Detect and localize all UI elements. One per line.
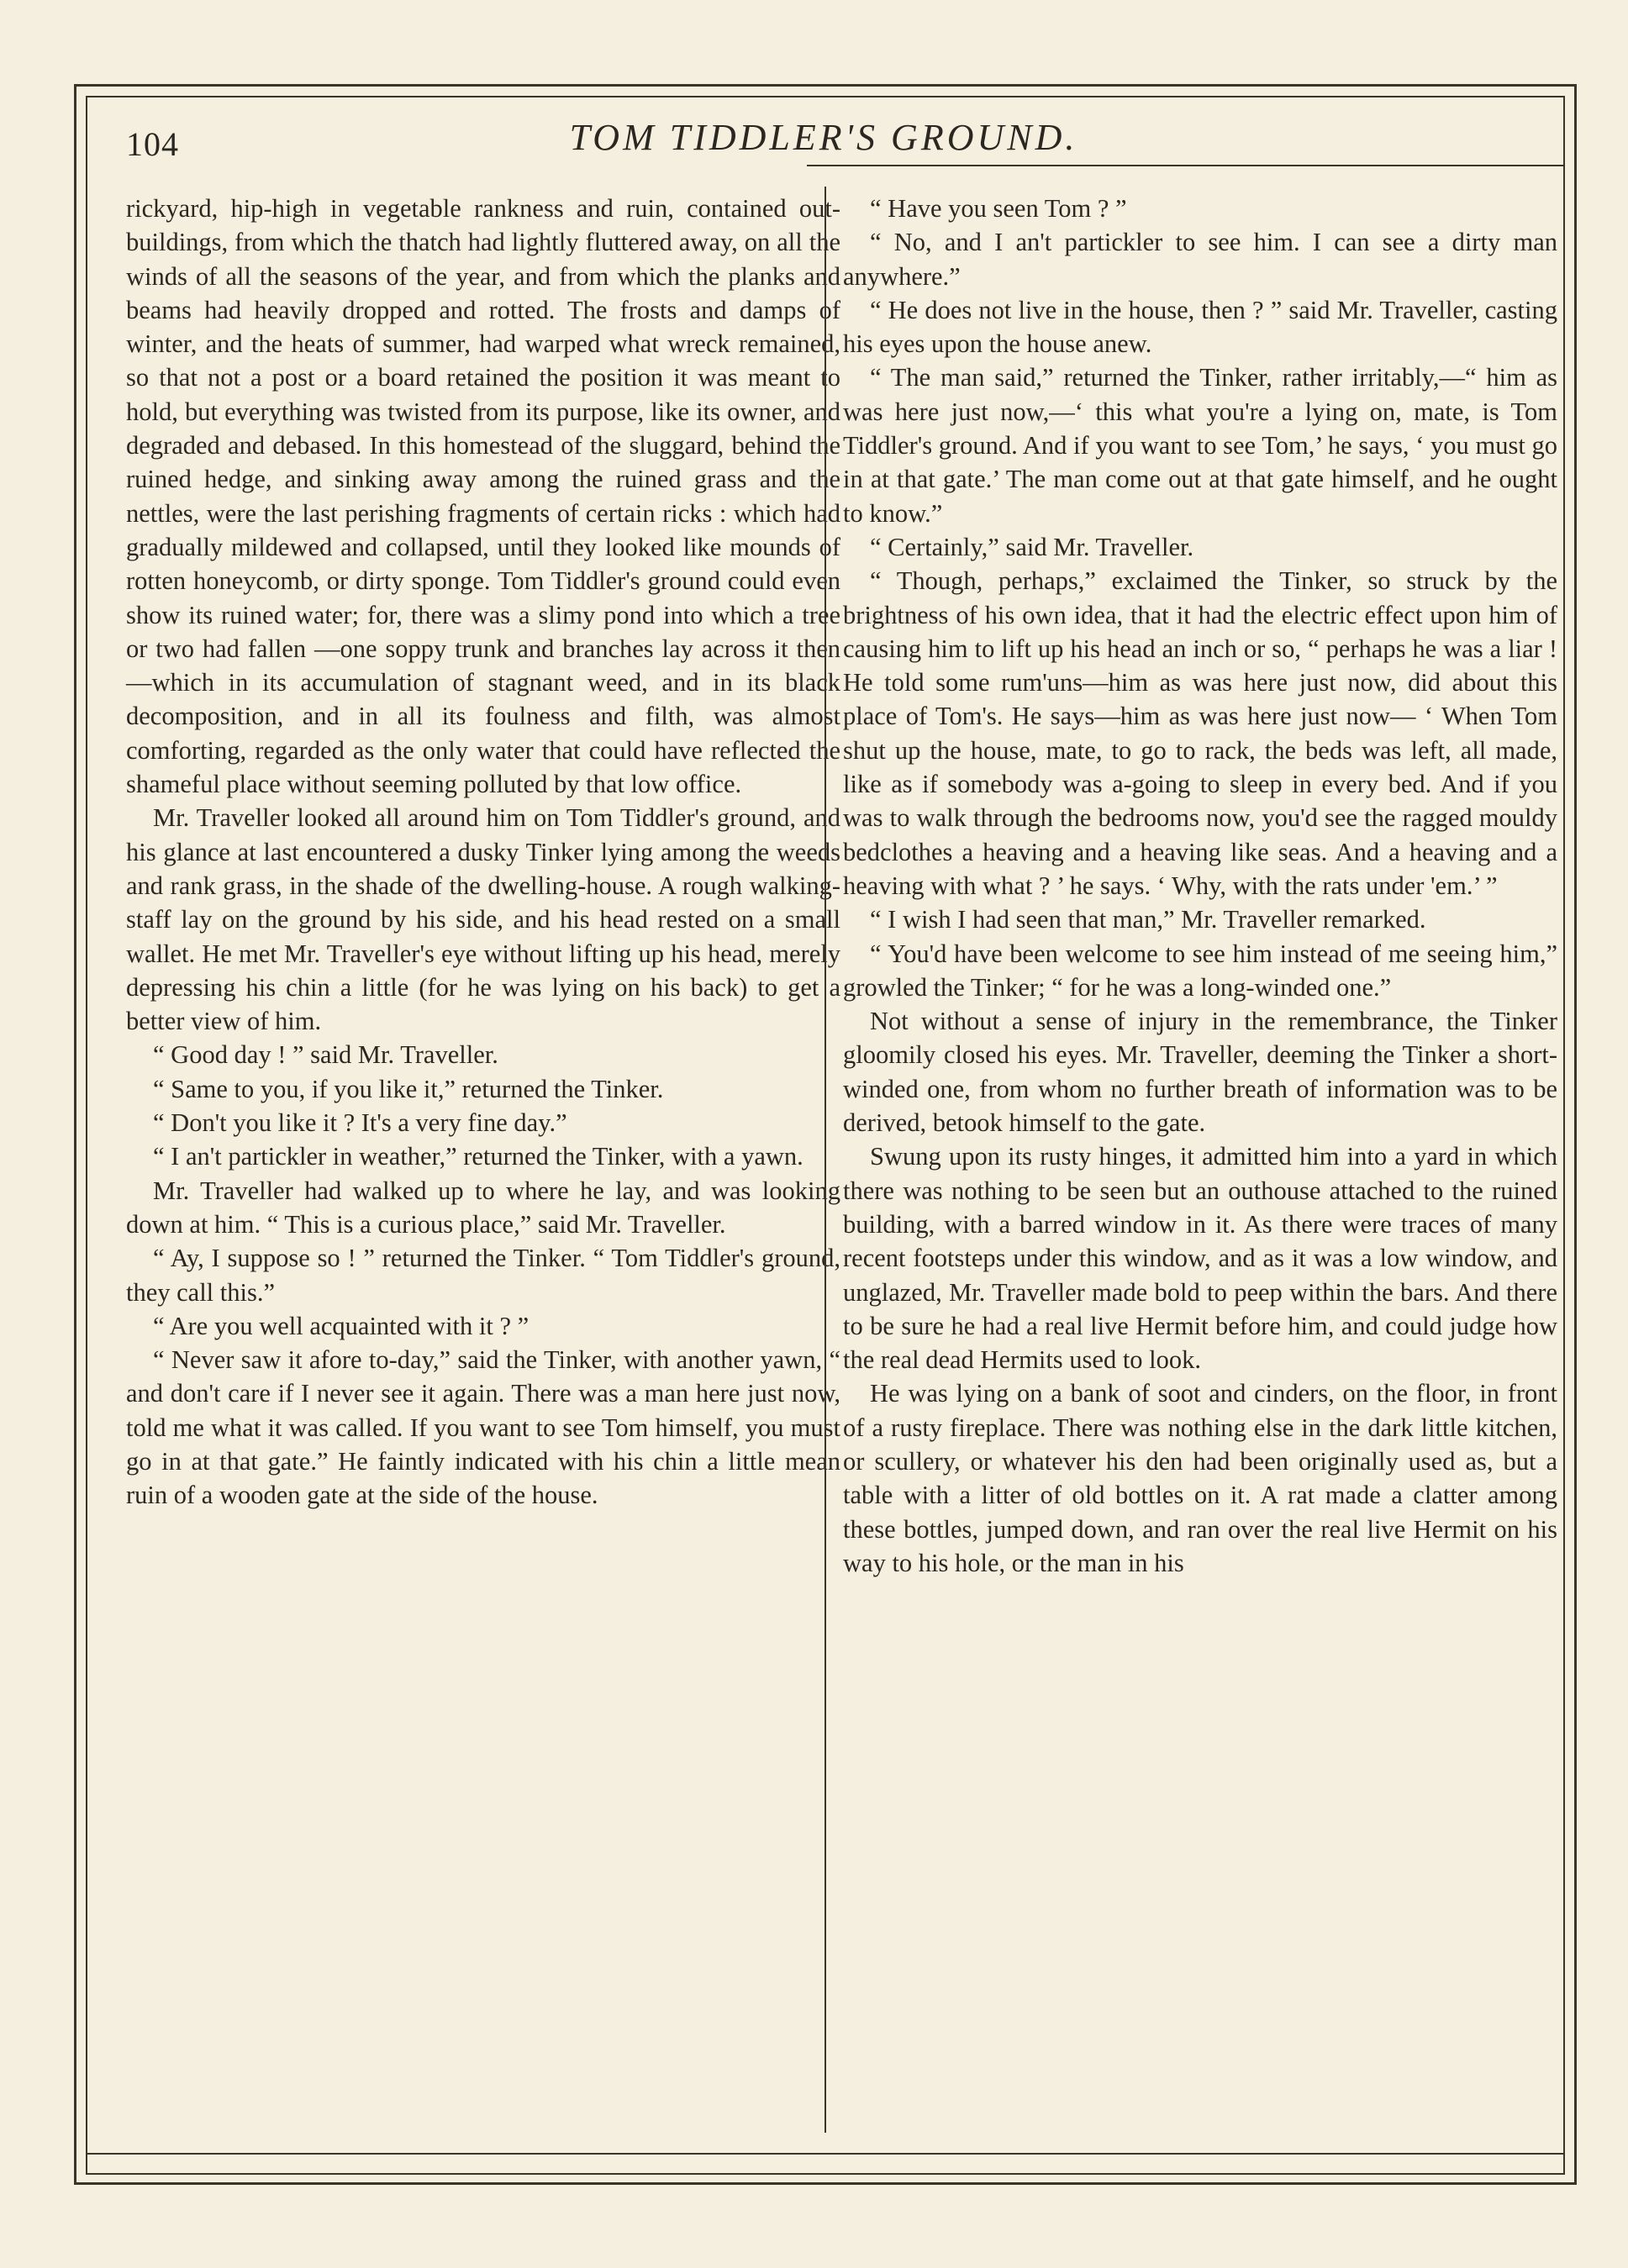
page-number: 104 — [126, 125, 179, 163]
column-divider — [825, 187, 826, 2133]
paragraph: “ He does not live in the house, then ? ” said Mr. Traveller, casting his eyes upon the house anew. — [843, 295, 1557, 359]
paragraph: “ Certainly,” said Mr. Traveller. — [870, 532, 1194, 561]
paragraph: “ Have you seen Tom ? ” — [870, 194, 1127, 223]
paragraph: He was lying on a bank of soot and cinders, on the floor, in front of a rusty fireplace. There was nothing else in the dark little kitchen, or scullery, or whatever his den had been originally used as, but a table with a litter of old bottles on it. A rat made a clatter among these bottles, jumped down, and ran over the real live Hermit on his way to his hole, or the man in his — [843, 1379, 1557, 1577]
paragraph: “ Good day ! ” said Mr. Traveller. — [153, 1040, 498, 1070]
paragraph: “ Never saw it afore to-day,” said the Tinker, with another yawn, “ and don't care if I never see it again. There was a man here just now, told me what it was called. If you want to see Tom himself, you must go in at that gate.” He faintly indicated with his chin a little mean ruin of a wooden gate at the side of the house. — [126, 1345, 840, 1510]
left-column — [126, 192, 840, 1513]
paragraph: “ Don't you like it ? It's a very fine day.” — [153, 1108, 567, 1138]
paragraph: Mr. Traveller had walked up to where he lay, and was looking down at him. “ This is a curious place,” said Mr. Traveller. — [126, 1176, 840, 1239]
bottom-rule — [86, 2153, 1565, 2155]
paragraph: “ Though, perhaps,” exclaimed the Tinker, so struck by the brightness of his own idea, that it had the electric effect upon him of causing him to lift up his head an inch or so, “ perhaps he was a liar ! He told some rum'uns—him as was here just now, did about this place of Tom's. He says—him as was here just now— ‘ When Tom shut up the house, mate, to go to rack, the beds was left, all made, like as if somebody was a-going to sleep in every bed. And if you was to walk through the bedrooms now, you'd see the ragged mouldy bedclothes a heaving and a heaving like seas. And a heaving and a heaving with what ? ’ he says. ‘ Why, with the rats under 'em.’ ” — [843, 566, 1557, 900]
running-title: TOM TIDDLER'S GROUND. — [569, 117, 1078, 158]
paragraph: “ I wish I had seen that man,” Mr. Traveller remarked. — [870, 905, 1426, 934]
paragraph: “ No, and I an't partickler to see him. I can see a dirty man anywhere.” — [843, 228, 1557, 291]
paragraph: “ You'd have been welcome to see him instead of me seeing him,” growled the Tinker; “ for he was a long-winded one.” — [843, 939, 1557, 1002]
paragraph: “ The man said,” returned the Tinker, rather irritably,—“ him as was here just now,—‘ this what you're a lying on, mate, is Tom Tiddler's ground. And if you want to see Tom,’ he says, ‘ you must go in at that gate.’ The man come out at that gate himself, and he ought to know.” — [843, 363, 1557, 528]
right-column — [843, 192, 1557, 1580]
paragraph: “ Same to you, if you like it,” returned the Tinker. — [153, 1074, 664, 1103]
paragraph: rickyard, hip-high in vegetable rankness and ruin, contained out-buildings, from which the thatch had lightly fluttered away, on all the winds of all the seasons of the year, and from which the planks and beams had heavily dropped and rotted. The frosts and damps of winter, and the heats of summer, had warped what wreck remained, so that not a post or a board retained the position it was meant to hold, but everything was twisted from its purpose, like its owner, and degraded and debased. In this homestead of the sluggard, behind the ruined hedge, and sinking away among the ruined grass and the nettles, were the last perishing fragments of certain ricks : which had gradually mildewed and collapsed, until they looked like mounds of rotten honeycomb, or dirty sponge. Tom Tiddler's ground could even show its ruined water; for, there was a slimy pond into which a tree or two had fallen —one soppy trunk and branches lay across it then—which in its accumulation of stagnant weed, and in its black decomposition, and in all its foulness and filth, was almost comforting, regarded as the only water that could have reflected the shameful place without seeming polluted by that low office. — [126, 194, 840, 799]
paragraph: “ I an't partickler in weather,” returned the Tinker, with a yawn. — [153, 1142, 803, 1171]
paragraph: Swung upon its rusty hinges, it admitted him into a yard in which there was nothing to be seen but an outhouse attached to the ruined building, with a barred window in it. As there were traces of many recent footsteps under this window, and as it was a low window, and unglazed, Mr. Traveller made bold to peep within the bars. And there to be sure he had a real live Hermit before him, and could judge how the real dead Hermits used to look. — [843, 1142, 1557, 1375]
header-rule — [807, 165, 1563, 166]
paragraph: “ Ay, I suppose so ! ” returned the Tinker. “ Tom Tiddler's ground, they call this.” — [126, 1244, 840, 1307]
paragraph: Mr. Traveller looked all around him on Tom Tiddler's ground, and his glance at last encountered a dusky Tinker lying among the weeds and rank grass, in the shade of the dwelling-house. A rough walking-staff lay on the ground by his side, and his head rested on a small wallet. He met Mr. Traveller's eye without lifting up his head, merely depressing his chin a little (for he was lying on his back) to get a better view of him. — [126, 803, 840, 1036]
paragraph: “ Are you well acquainted with it ? ” — [153, 1311, 529, 1340]
paragraph: Not without a sense of injury in the remembrance, the Tinker gloomily closed his eyes. Mr. Traveller, deeming the Tinker a short-winded one, from whom no further breath of information was to be derived, betook himself to the gate. — [843, 1007, 1557, 1138]
